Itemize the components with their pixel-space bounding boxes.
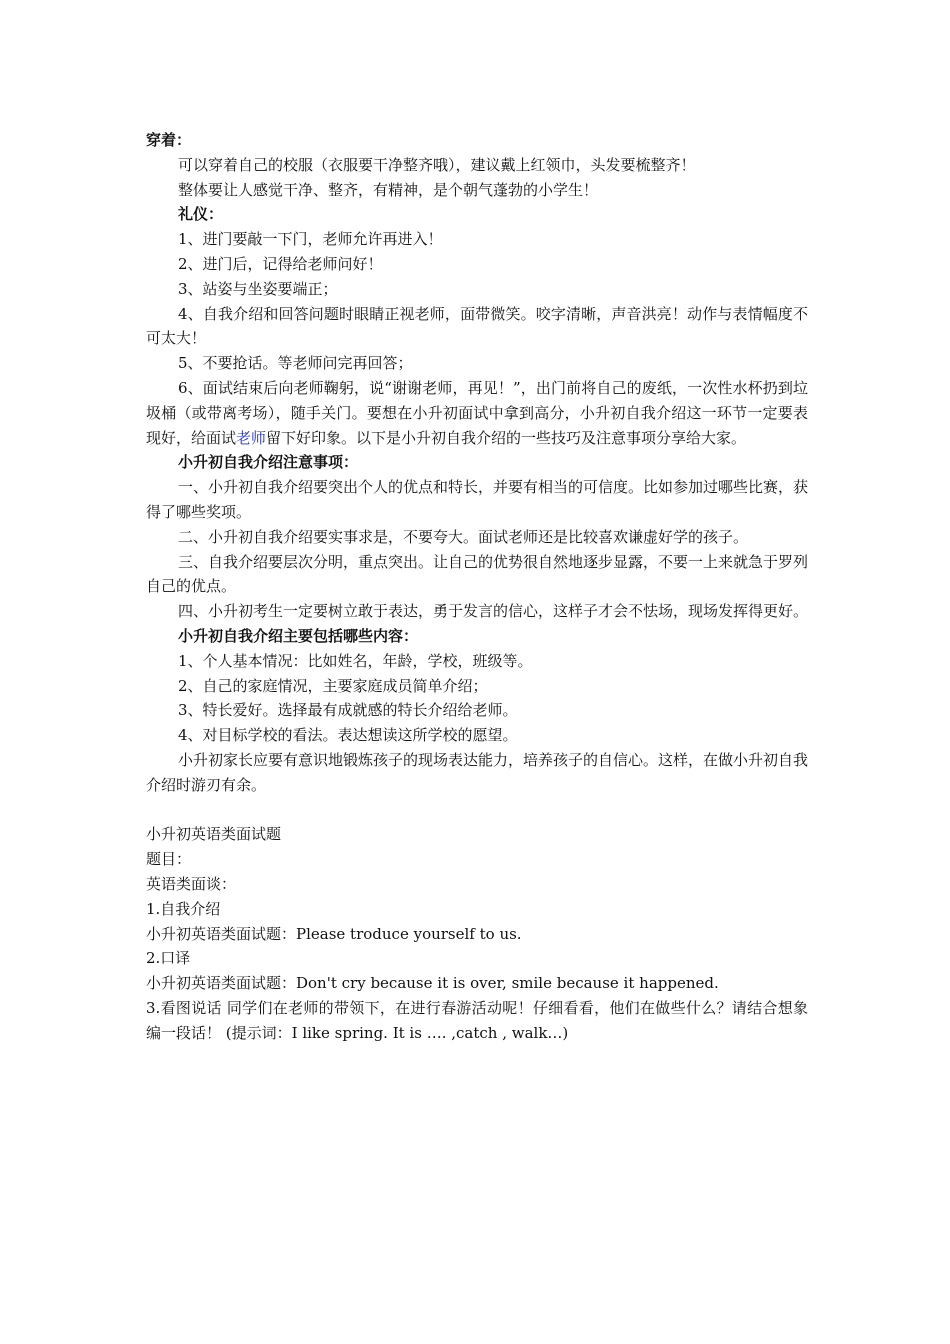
english-line: 英语类面谈： (146, 874, 237, 893)
notes-item: 一、小升初自我介绍要突出个人的优点和特长，并要有相当的可信度。比如参加过哪些比赛，获得了哪些奖项。 (146, 478, 809, 521)
notes-item: 四、小升初考生一定要树立敢于表达，勇于发言的信心，这样子才会不怯场，现场发挥得更好。 (178, 602, 809, 621)
document-body (146, 128, 808, 1045)
etiquette-heading: 礼仪： (178, 205, 224, 224)
english-line: 小升初英语类面试题：Please troduce yourself to us. (146, 924, 522, 943)
english-section-title: 小升初英语类面试题 (146, 825, 282, 844)
attire-heading: 穿着： (146, 131, 192, 149)
etiquette-item-6-text-after: 留下好印象。以下是小升初自我介绍的一些技巧及注意事项分享给大家。 (266, 428, 747, 447)
english-line: 题目： (146, 850, 192, 869)
etiquette-item-6-text-before: 6、面试结束后向老师鞠躬，说“谢谢老师，再见！”，出门前将自己的废纸，一次性水杯扔到垃圾桶（或带离考场），随手关门。要想在小升初面试中拿到高分，小升初自我介绍这一环节一定要表现好，给面试 (146, 378, 808, 447)
notes-item: 三、自我介绍要层次分明，重点突出。让自己的优势很自然地逐步显露，不要一上来就急于罗列自己的优点。 (146, 552, 809, 596)
notes-heading: 小升初自我介绍注意事项： (178, 453, 359, 472)
etiquette-item: 5、不要抢话。等老师问完再回答； (178, 354, 413, 373)
etiquette-item: 4、自我介绍和回答问题时眼睛正视老师，面带微笑。咬字清晰，声音洪亮！动作与表情幅度不可太大！ (146, 304, 808, 348)
english-line: 1.自我介绍 (146, 899, 221, 918)
etiquette-item: 3、站姿与坐姿要端正； (178, 279, 338, 298)
blank-line (146, 798, 808, 823)
contents-item: 2、自己的家庭情况，主要家庭成员简单介绍； (178, 676, 488, 695)
etiquette-item: 1、进门要敲一下门，老师允许再进入！ (178, 230, 443, 249)
contents-item: 3、特长爱好。选择最有成就感的特长介绍给老师。 (178, 701, 518, 720)
contents-item: 4、对目标学校的看法。表达想读这所学校的愿望。 (178, 726, 518, 745)
etiquette-item: 2、进门后，记得给老师问好！ (178, 254, 383, 273)
english-line: 小升初英语类面试题：Don't cry because it is over, smile because it happened. (146, 974, 719, 993)
notes-item: 二、小升初自我介绍要实事求是，不要夸大。面试老师还是比较喜欢谦虚好学的孩子。 (178, 527, 749, 546)
attire-line: 可以穿着自己的校服（衣服要干净整齐哦），建议戴上红领巾，头发要梳整齐！ (178, 155, 696, 174)
english-line: 2.口译 (146, 949, 191, 968)
contents-heading: 小升初自我介绍主要包括哪些内容： (178, 626, 419, 645)
attire-line: 整体要让人感觉干净、整齐，有精神，是个朝气蓬勃的小学生！ (178, 180, 599, 199)
etiquette-item-6 (146, 376, 808, 450)
contents-item: 1、个人基本情况：比如姓名，年龄，学校，班级等。 (178, 651, 533, 670)
teacher-link[interactable]: 老师 (236, 428, 267, 447)
english-line: 3.看图说话 同学们在老师的带领下，在进行春游活动呢！仔细看看，他们在做些什么？请结合想象编一段话！ (提示词：I like spring. It is …. ,catch , walk…) (146, 998, 808, 1042)
parent-advice: 小升初家长应要有意识地锻炼孩子的现场表达能力，培养孩子的自信心。这样，在做小升初自我介绍时游刃有余。 (146, 750, 809, 794)
